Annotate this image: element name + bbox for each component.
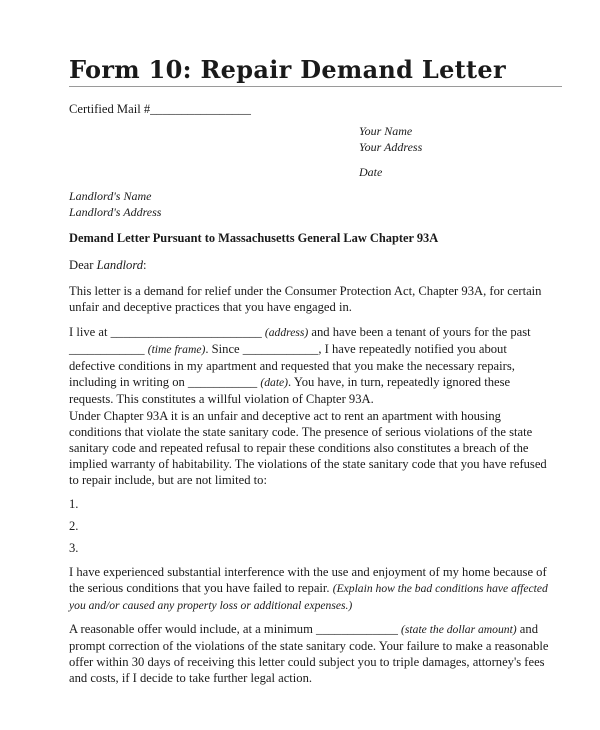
sender-address: Your Address [359,140,423,154]
landlord-name: Landlord's Name [69,189,152,203]
violation-item-2: 2. [69,519,79,533]
subject-line: Demand Letter Pursuant to Massachusetts General Law Chapter 93A [69,231,439,245]
certified-mail-line: Certified Mail #________________ [69,102,251,116]
salutation-name: Landlord [96,258,144,272]
tenancy-text-3: . Since ____________, I have repeatedly notified you about defective conditions in my apartment and requested that you make the necessary repairs, including in writing on ___________ [69,342,515,389]
offer-text-1: A reasonable offer would include, at a minimum _____________ [69,622,402,636]
tenancy-address-hint: (address) [264,326,309,339]
paragraph-demand: This letter is a demand for relief under the Consumer Protection Act, Chapter 93A, for certain unfair and deceptive practices that you have engaged in. [69,284,542,314]
interference-text: I have experienced substantial interference with the use and enjoyment of my home because of the serious conditions that you have failed to repair. [69,565,547,595]
salutation-suffix: : [143,258,147,272]
paragraph-chapter-93a: Under Chapter 93A it is an unfair and deceptive act to rent an apartment with housing conditions that violate the state sanitary code. The presence of serious violations of the state sanitary code and repeated refusal to repair these conditions also constitutes a breach of the implied warranty of habitability. The violations of the state sanitary code that you have refused to repair include, but are not limited to: [69,409,547,487]
tenancy-text-4: . You have, in turn, repeatedly ignored these requests. This constitutes a willful violation of Chapter 93A. [69,375,511,406]
salutation-prefix: Dear [69,258,97,272]
paragraph-tenancy [69,324,555,407]
letter-date: Date [359,165,383,179]
page-title: Form 10: Repair Demand Letter [69,55,506,84]
tenancy-timeframe-hint: (time frame) [147,343,206,356]
tenancy-text-1: I live at ________________________ [69,325,265,339]
violation-item-1: 1. [69,497,79,511]
tenancy-date-hint: (date) [260,376,289,389]
tenancy-text-2: and have been a tenant of yours for the past ____________ [69,325,531,356]
violation-item-3: 3. [69,541,79,555]
paragraph-interference [69,564,555,614]
offer-text-2: and prompt correction of the violations of the state sanitary code. Your failure to make a reasonable offer within 30 days of receiving this letter could subject you to triple damages, attorney's fees and costs, if I decide to take further legal action. [69,622,549,685]
landlord-address: Landlord's Address [69,205,162,219]
offer-amount-hint: (state the dollar amount) [401,623,517,636]
title-rule [69,86,562,87]
paragraph-offer [69,621,555,686]
sender-name: Your Name [359,124,413,138]
salutation [69,257,555,273]
interference-hint: (Explain how the bad conditions have affected you and/or caused any property loss or additional expenses.) [69,582,548,612]
